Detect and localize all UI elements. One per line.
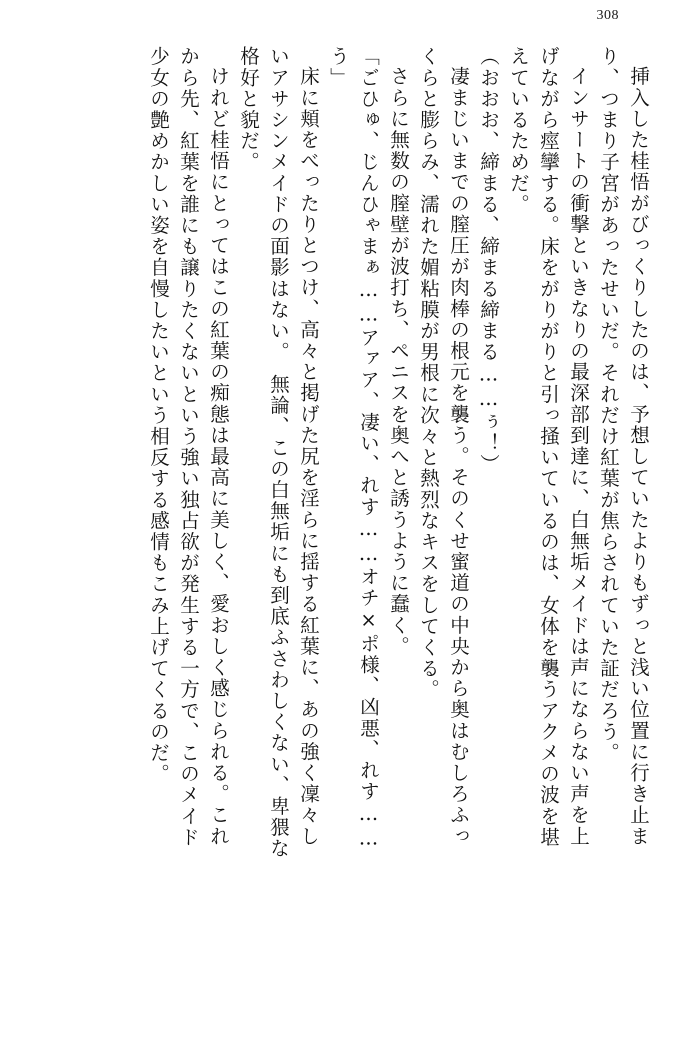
text-line: くらと膨らみ、濡れた媚粘膜が男根に次々と熱烈なキスをしてくる。 — [417, 46, 440, 701]
text-line: り、つまり子宮があったせいだ。それだけ紅葉が焦らされていた証だろう。 — [597, 46, 620, 764]
text-line: （おおお、締まる、締まる締まる……ぅ！） — [477, 46, 500, 475]
text-line: けれど桂悟にとってはこの紅葉の痴態は最高に美しく、愛おしく感じられる。これ — [207, 66, 230, 847]
text-line: 床に頬をべったりとつけ、高々と掲げた尻を淫らに揺する紅葉に、あの強く凜々し — [297, 66, 320, 847]
text-line: さらに無数の膣壁が波打ち、ペニスを奥へと誘うように蠢く。 — [387, 66, 410, 657]
text-line: 挿入した桂悟がびっくりしたのは、予想していたよりもずっと浅い位置に行き止ま — [627, 66, 650, 847]
vertical-body-text — [24, 46, 653, 1020]
text-line: えているためだ。 — [507, 46, 530, 215]
text-line: 格好と貌だ。 — [237, 46, 260, 173]
text-line: 「ごひゅ、じんひゃまぁ……アァア、凄い、れす……オチ×ポ様、凶悪、れす…… — [357, 46, 380, 852]
text-line: げながら痙攣する。床をがりがりと引っ掻いているのは、女体を襲うアクメの波を堪 — [537, 46, 560, 848]
page-number: 308 — [596, 8, 619, 23]
text-line: 少女の艶めかしい姿を自慢したいという相反する感情もこみ上げてくるのだ。 — [147, 46, 170, 785]
text-line: う」 — [327, 46, 350, 89]
text-line: インサートの衝撃といきなりの最深部到達に、白無垢メイドは声にならない声を上 — [567, 66, 590, 847]
text-line: から先、紅葉を誰にも譲りたくないという強い独占欲が発生する一方で、このメイド — [177, 46, 200, 848]
text-line: いアサシンメイドの面影はない。 無論、この白無垢にも到底ふさわしくない、卑猥な — [267, 46, 290, 860]
text-line: 凄まじいまでの膣圧が肉棒の根元を襲う。そのくせ蜜道の中央から奥はむしろふっ — [447, 66, 470, 847]
